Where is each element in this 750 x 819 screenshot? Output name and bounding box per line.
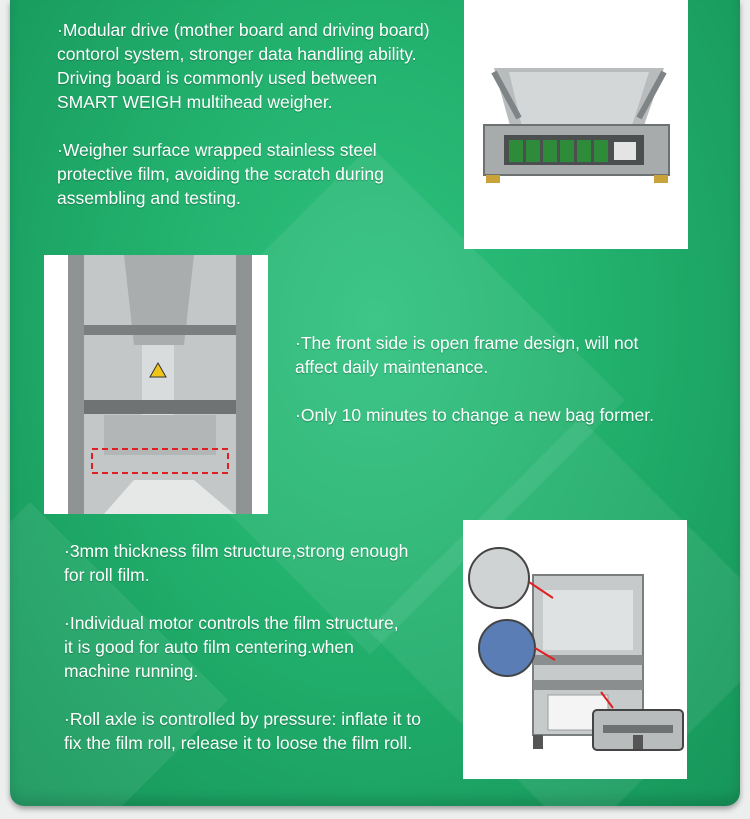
feature-bag-former-change: ·Only 10 minutes to change a new bag former. bbox=[295, 405, 654, 425]
section-2-text bbox=[295, 331, 695, 427]
section-3-text bbox=[64, 539, 459, 755]
feature-individual-motor: ·Individual motor controls the film structure, it is good for auto film centering.when machine running. bbox=[64, 613, 399, 681]
feature-modular-drive: ·Modular drive (mother board and driving board) contorol system, stronger data handling ability. Driving board is commonly used between SMART WEIGH multihead weigher. bbox=[57, 20, 430, 112]
section-1-text bbox=[57, 18, 457, 210]
feature-open-frame: ·The front side is open frame design, will not affect daily maintenance. bbox=[295, 333, 639, 377]
packing-machine-front-photo bbox=[44, 255, 268, 514]
weigher-control-box-photo bbox=[464, 0, 688, 249]
feature-protective-film: ·Weigher surface wrapped stainless steel protective film, avoiding the scratch during assembling and testing. bbox=[57, 140, 384, 208]
feature-roll-axle: ·Roll axle is controlled by pressure: inflate it to fix the film roll, release it to loose the film roll. bbox=[64, 709, 421, 753]
feature-film-thickness: ·3mm thickness film structure,strong enough for roll film. bbox=[64, 541, 409, 585]
film-structure-photo bbox=[463, 520, 687, 779]
